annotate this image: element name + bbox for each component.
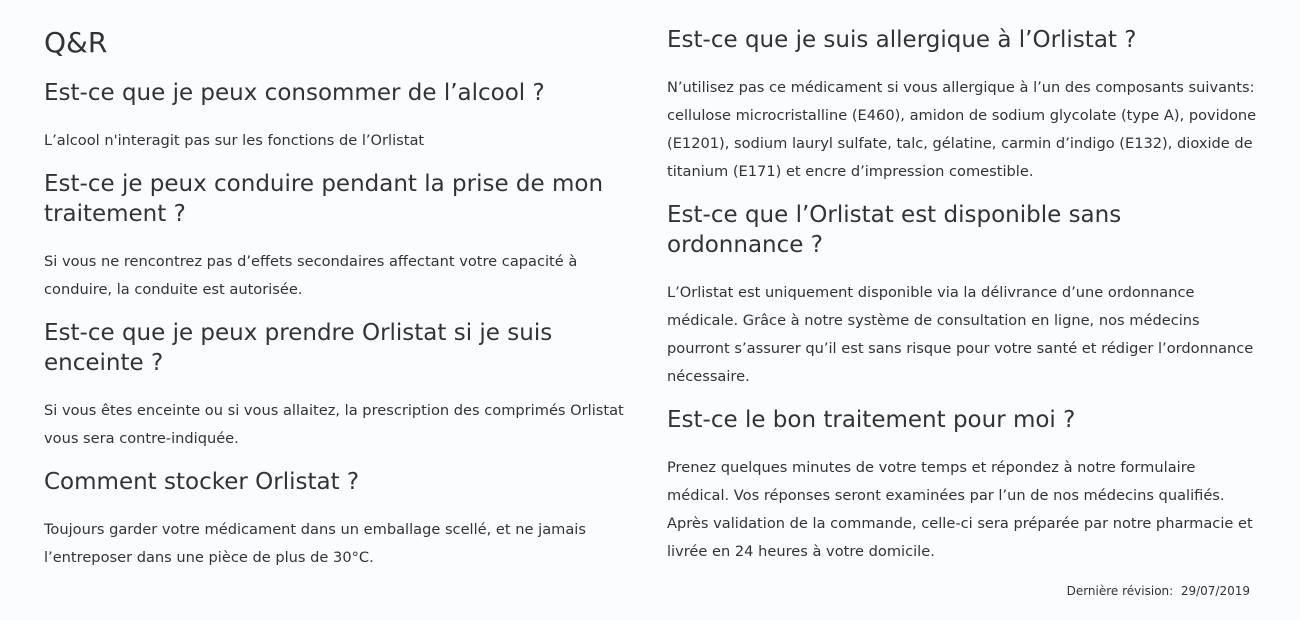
- faq-question-pregnancy: Est-ce que je peux prendre Orlistat si je suis enceinte ?: [44, 320, 553, 376]
- revision-date: 29/07/2019: [1180, 584, 1250, 598]
- faq-answer-storage: Toujours garder votre médicament dans un emballage scellé, et ne jamais l’entreposer dans une pièce de plus de 30°C.: [44, 521, 586, 566]
- faq-answer-right-treatment: Prenez quelques minutes de votre temps et répondez à notre formulaire médical. Vos réponses seront examinées par l’un de nos médecins qualifiés. Après validation de la commande, celle-ci sera préparée par notre pharmacie et livrée en 24 heures à votre domicile.: [667, 459, 1253, 560]
- faq-question-storage: Comment stocker Orlistat ?: [44, 469, 360, 495]
- faq-question-allergy: Est-ce que je suis allergique à l’Orlistat ?: [667, 27, 1137, 53]
- faq-answer-pregnancy: Si vous êtes enceinte ou si vous allaitez, la prescription des comprimés Orlistat vous sera contre-indiquée.: [44, 402, 624, 447]
- revision-label: Dernière révision:: [1066, 584, 1174, 598]
- faq-answer-driving: Si vous ne rencontrez pas d’effets secondaires affectant votre capacité à conduire, la conduite est autorisée.: [44, 253, 578, 298]
- faq-question-alcohol: Est-ce que je peux consommer de l’alcool ?: [44, 80, 545, 106]
- faq-answer-prescription: L’Orlistat est uniquement disponible via la délivrance d’une ordonnance médicale. Grâce à notre système de consultation en ligne, nos médecins pourront s’assurer qu’il est sans risque pour votre santé et rédiger l’ordonnance nécessaire.: [667, 284, 1254, 385]
- faq-question-prescription: Est-ce que l’Orlistat est disponible sans ordonnance ?: [667, 202, 1122, 258]
- page-title: Q&R: [44, 26, 108, 59]
- faq-answer-alcohol: L’alcool n'interagit pas sur les fonctions de l’Orlistat: [44, 132, 425, 149]
- faq-answer-allergy: N’utilisez pas ce médicament si vous allergique à l’un des composants suivants: cellulose microcristalline (E460), amidon de sodium glycolate (type A), povidone (E1201), sodium lauryl sulfate, talc, gélatine, carmin d’indigo (E132), dioxide de titanium (E171) et encre d’impression comestible.: [667, 79, 1257, 180]
- faq-question-driving: Est-ce je peux conduire pendant la prise de mon traitement ?: [44, 171, 604, 227]
- faq-question-right-treatment: Est-ce le bon traitement pour moi ?: [667, 407, 1076, 433]
- revision-info: [1067, 584, 1250, 598]
